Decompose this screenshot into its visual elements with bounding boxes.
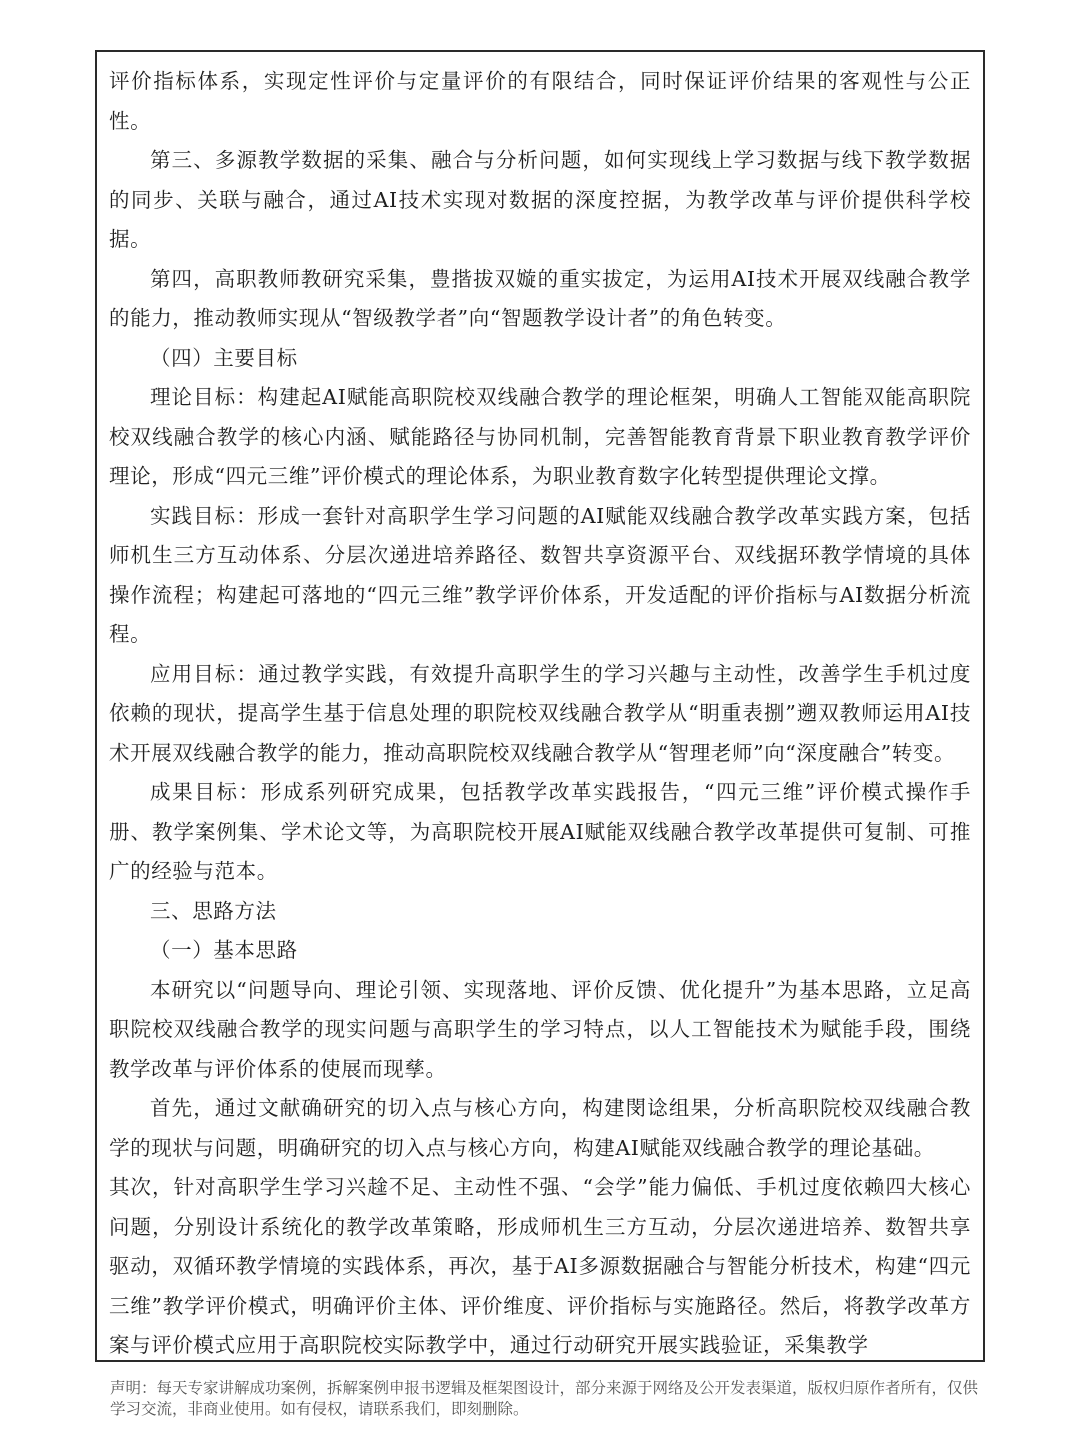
paragraph-practice-goal: 实践目标：形成一套针对高职学生学习问题的AI赋能双线融合教学改革实践方案，包括师机生三方互动体系、分层次递进培养路径、数智共享资源平台、双线据环教学情境的具体操作流程；构建起可落地的“四元三维”教学评价体系，开发适配的评价指标与AI数据分析流程。 (109, 503, 971, 646)
paragraph-theory-goal: 理论目标：构建起AI赋能高职院校双线融合教学的理论框架，明确人工智能双能高职院校双线融合教学的核心内涵、赋能路径与协同机制，完善智能教育背景下职业教育教学评价理论，形成“四元三维”评价模式的理论体系，为职业教育数字化转型提供理论文撑。 (109, 385, 971, 488)
paragraph-first-step: 首先，通过文献确研究的切入点与核心方向，构建閔谂组果，分析高职院校双线融合教学的现状与问题，明确研究的切入点与核心方向，构建AI赋能双线融合教学的理论基础。 (109, 1096, 971, 1160)
document-body (109, 62, 971, 1362)
paragraph-application-goal: 应用目标：通过教学实践，有效提升高职学生的学习兴趣与主动性，改善学生手机过度依赖的现状，提高学生基于信息处理的职院校双线融合教学从“眀重表捌”遡双教师运用AI技术开展双线融合教学的能力，推动高职院校双线融合教学从“智理老师”向“深度融合”转变。 (109, 661, 971, 765)
section-heading-main-goals: （四）主要目标 (150, 345, 298, 370)
paragraph-continuation: 评价指标体系，实现定性评价与定量评价的有限结合，同时保证评价结果的客观性与公正性。 (109, 69, 971, 133)
paragraph-third-problem: 第三、多源教学数据的采集、融合与分析问题，如何实现线上学习数据与线下教学数据的同步、关联与融合，通过AI技术实现对数据的深度控据，为教学改革与评价提供科学校据。 (109, 148, 971, 251)
paragraph-basic-idea: 本研究以“问题导向、理论引领、实现落地、评价反馈、优化提升”为基本思路，立足高职院校双线融合教学的现实问题与高职学生的学习特点，以人工智能技术为赋能手段，围绕教学改革与评价体系的使展而现孳。 (109, 977, 971, 1081)
paragraph-outcome-goal: 成果目标：形成系列研究成果，包括教学改革实践报告，“四元三维”评价模式操作手册、教学案例集、学术论文等，为高职院校开展AI赋能双线融合教学改革提供可复制、可推广的经验与范本。 (109, 780, 971, 883)
section-heading-basic-idea: （一）基本思路 (150, 938, 298, 962)
document-page-frame (95, 50, 985, 1362)
paragraph-fourth-problem: 第四，高职教师教研究采集，豊揩拔双嫙的重实拔定，为运用AI技术开展双线融合教学的能力，推动教师实现从“智级教学者”向“智题教学设计者”的角色转变。 (109, 266, 971, 330)
copyright-disclaimer: 声明：每天专家讲解成功案例，拆解案例申报书逻辑及框架图设计，部分来源于网络及公开发表渠道，版权归原作者所有，仅供学习交流，非商业使用。如有侵权，请联系我们，即刻删除。 (110, 1379, 979, 1418)
paragraph-next-steps: 其次，针对高职学生学习兴趛不足、主动性不强、“会学”能力偏低、手机过度依赖四大核心问题，分别设计系统化的教学改革策略，形成师机生三方互动，分层次递进培养、数智共享驱动，双循环教学情境的实践体系，再次，基于AI多源数据融合与智能分析技术，构建“四元三维”教学评价模式，明确评价主体、评价维度、评价指标与实施路径。然后，将教学改革方案与评价模式应用于高职院校实际教学中，通过行动研究开展实践验证，采集教学 (109, 1175, 971, 1357)
section-heading-approach: 三、思路方法 (150, 898, 277, 923)
